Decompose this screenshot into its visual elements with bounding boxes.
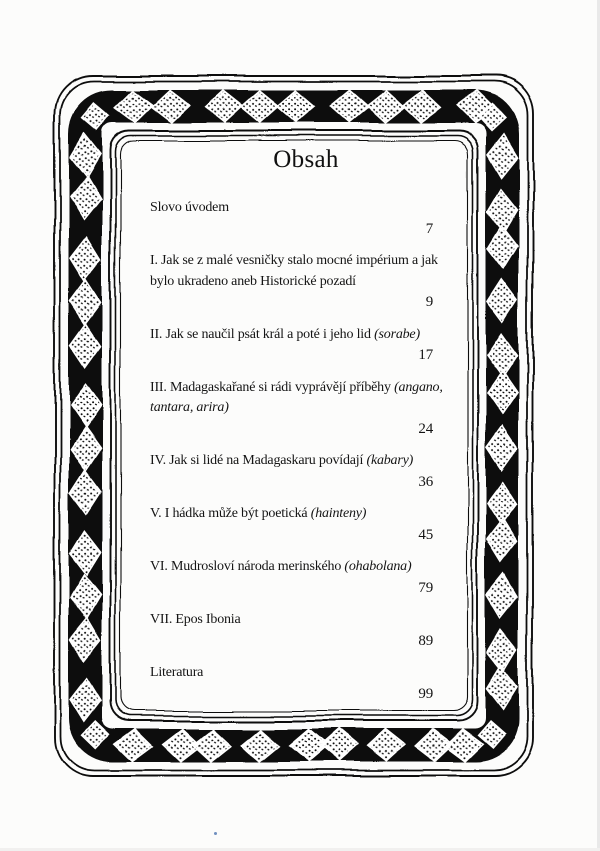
toc-title-italic-segment: (sorabe) [374,326,420,342]
toc-entry-title-line [150,398,462,419]
toc-page-number: 9 [425,294,433,310]
toc-entry-title-line [150,557,462,578]
toc-page-number: 24 [418,420,433,437]
toc-title-segment: VI. Mudrosloví národa merinského [150,559,345,574]
toc-title-segment: III. Madagaskařané si rádi vyprávějí příběhy [150,379,395,395]
toc-page-number: 17 [418,347,433,363]
toc-page-number: 99 [418,685,433,702]
toc-title-segment: Literatura [150,665,204,680]
toc-title-segment: V. I hádka může být poetická [150,506,311,521]
toc-page-number: 7 [425,220,433,237]
toc-title-segment: IV. Jak si lidé na Madagaskaru povídají [150,453,367,468]
toc-title-italic-segment: (hainteny) [310,506,367,521]
toc-entry [150,663,462,704]
table-of-contents [150,146,462,716]
toc-entry-title-line [150,325,462,346]
toc-entry [150,198,462,239]
toc-entry-title-line [150,610,462,631]
toc-entry-title-line [150,198,462,219]
toc-title-segment: bylo ukradeno aneb Historické pozadí [150,273,356,289]
toc-entry [150,451,462,492]
toc-entry-title-line [150,504,462,525]
scan-speck [214,832,217,835]
toc-entry [150,610,462,651]
toc-entries [150,198,462,704]
toc-entry-title-line [150,251,462,272]
toc-title: Obsah [273,146,339,173]
toc-entry-title-line [150,663,462,684]
toc-title-italic-segment: (angano, [394,379,443,395]
toc-title-segment: VII. Epos Ibonia [150,612,241,627]
toc-title-italic-segment: (kabary) [366,453,414,468]
toc-entry [150,378,462,440]
toc-page-number: 89 [418,632,433,649]
toc-page-number: 36 [418,473,433,490]
toc-entry-title-line [150,272,462,293]
toc-title-segment: Slovo úvodem [150,200,229,215]
toc-entry [150,251,462,313]
toc-entry [150,504,462,545]
toc-entry-title-line [150,378,462,399]
toc-entry-title-line [150,451,462,472]
toc-title-segment: I. Jak se z malé vesničky stalo mocné impérium a jak [150,253,438,268]
toc-entry [150,557,462,598]
toc-page-number: 79 [418,579,433,596]
toc-entry [150,325,462,366]
toc-title-italic-segment: tantara, arira) [150,400,229,415]
toc-title-italic-segment: (ohabolana) [344,559,412,574]
toc-page-number: 45 [418,526,433,543]
toc-title-segment: II. Jak se naučil psát král a poté i jeho lid [150,326,375,342]
